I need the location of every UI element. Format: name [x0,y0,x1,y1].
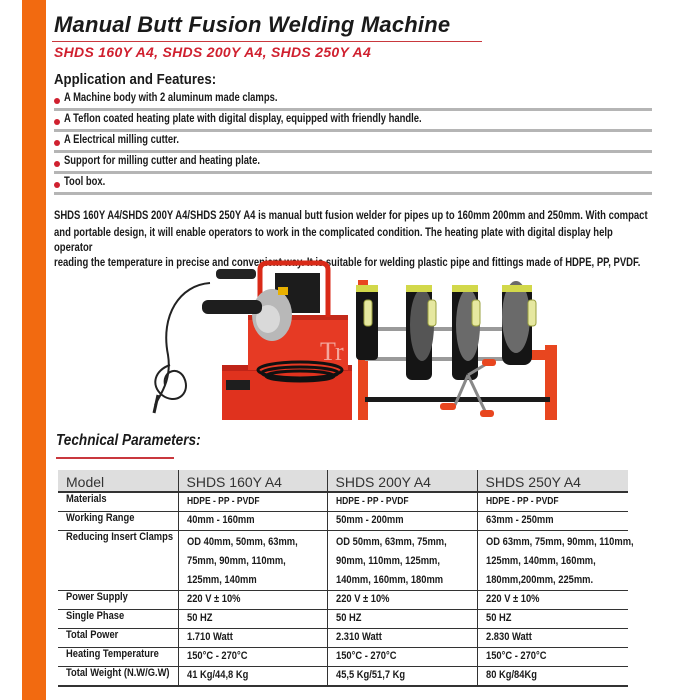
feature-text: Support for milling cutter and heating plate. [64,155,260,167]
features-heading: Application and Features: [54,71,217,88]
row-label: Heating Temperature [58,648,178,667]
table-cell: 50 HZ [477,610,628,629]
table-cell: 50 HZ [327,610,477,629]
row-label: Materials [58,492,178,512]
table-cell: 2.310 Watt [327,629,477,648]
page-subtitle: SHDS 160Y A4, SHDS 200Y A4, SHDS 250Y A4 [54,44,372,60]
table-cell: 220 V ± 10% [178,591,327,610]
table-row [58,492,628,512]
table-cell: 220 V ± 10% [477,591,628,610]
feature-item [54,132,652,153]
table-cell: 50 HZ [178,610,327,629]
table-row [58,512,628,531]
table-cell: HDPE - PP - PVDF [477,492,628,512]
bullet-icon [54,182,60,188]
table-row [58,629,628,648]
row-label: Total Power [58,629,178,648]
bullet-icon [54,98,60,104]
row-label: Single Phase [58,610,178,629]
watermark-text: Tr [320,337,344,366]
column-header: SHDS 160Y A4 [178,470,327,492]
orange-side-bar [22,0,46,700]
table-row [58,531,628,591]
technical-heading: Technical Parameters: [56,432,201,449]
title-underline [52,41,482,42]
description-line: reading the temperature in precise and convenient way. It is suitable for welding plastic pipe and fittings made of HDPE, PP, PVDF. [54,257,641,269]
table-row [58,667,628,687]
column-header: SHDS 250Y A4 [477,470,628,492]
page-title: Manual Butt Fusion Welding Machine [54,12,451,37]
table-cell: 45,5 Kg/51,7 Kg [327,667,477,687]
table-cell: OD 63mm, 75mm, 90mm, 110mm, 125mm, 140mm, 160mm, 180mm,200mm, 225mm. [477,531,628,591]
table-row [58,610,628,629]
feature-text: A Machine body with 2 aluminum made clamps. [64,92,278,104]
table-cell: 41 Kg/44,8 Kg [178,667,327,687]
feature-item [54,111,652,132]
row-label: Total Weight (N.W/G.W) [58,667,178,687]
table-cell: OD 50mm, 63mm, 75mm, 90mm, 110mm, 125mm, 140mm, 160mm, 180mm [327,531,477,591]
description-line: SHDS 160Y A4/SHDS 200Y A4/SHDS 250Y A4 is manual butt fusion welder for pipes up to 160mm 200mm and 250mm. With compact [54,210,648,222]
table-cell: OD 40mm, 50mm, 63mm, 75mm, 90mm, 110mm, 125mm, 140mm [178,531,327,591]
technical-underline [56,457,174,459]
feature-text: A Electrical milling cutter. [64,134,179,146]
table-cell: 80 Kg/84Kg [477,667,628,687]
table-cell: 40mm - 160mm [178,512,327,531]
table-cell: 1.710 Watt [178,629,327,648]
features-list [54,90,652,195]
table-cell: 2.830 Watt [477,629,628,648]
table-cell: 50mm - 200mm [327,512,477,531]
feature-item [54,90,652,111]
table-cell: 220 V ± 10% [327,591,477,610]
table-cell: 150°C - 270°C [178,648,327,667]
row-label: Reducing Insert Clamps [58,531,178,591]
description-line: and portable design, it will enable operators to work in the complicated condition. The heating plate with digital display help operator [54,227,613,254]
feature-text: A Teflon coated heating plate with digital display, equipped with friendly handle. [64,113,422,125]
table-cell: 150°C - 270°C [327,648,477,667]
column-header: SHDS 200Y A4 [327,470,477,492]
feature-item [54,153,652,174]
bullet-icon [54,140,60,146]
column-header: Model [58,470,178,492]
welding-machine-frame [356,280,557,420]
table-cell: 63mm - 250mm [477,512,628,531]
feature-item [54,174,652,195]
product-photo [150,255,560,425]
table-row [58,591,628,610]
feature-text: Tool box. [64,176,106,188]
table-cell: HDPE - PP - PVDF [327,492,477,512]
row-label: Power Supply [58,591,178,610]
table-cell: 150°C - 270°C [477,648,628,667]
technical-parameters-table [58,470,634,687]
table-cell: HDPE - PP - PVDF [178,492,327,512]
table-row [58,648,628,667]
bullet-icon [54,119,60,125]
table-header-row [58,470,628,492]
bullet-icon [54,161,60,167]
row-label: Working Range [58,512,178,531]
